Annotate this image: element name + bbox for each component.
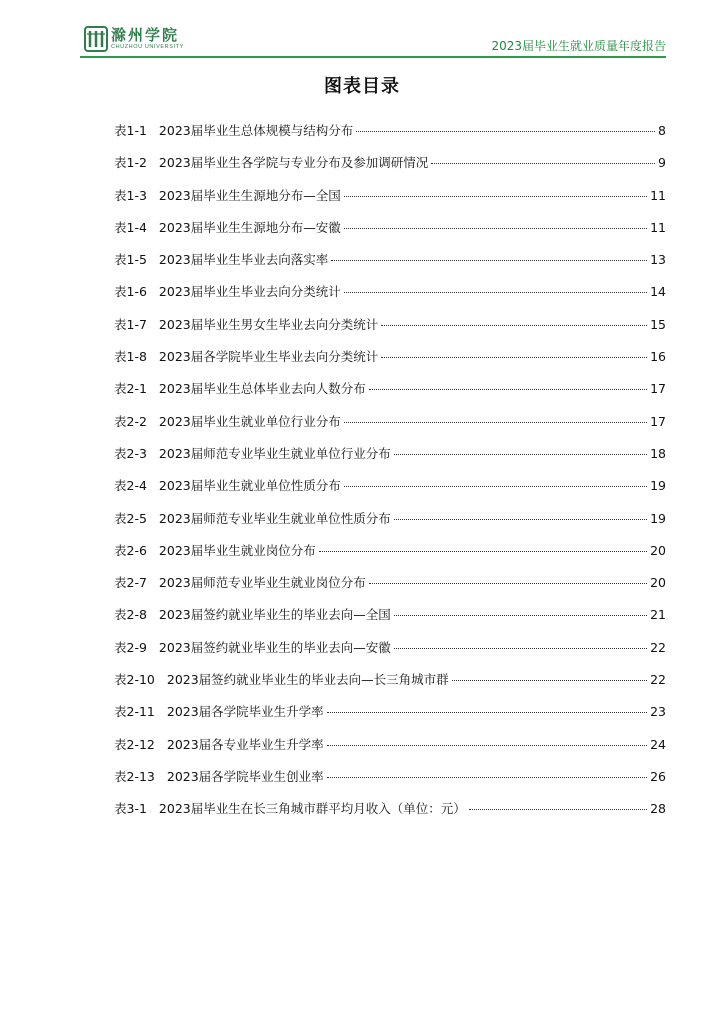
- toc-entry-title: 2023届签约就业毕业生的毕业去向—安徽: [158, 639, 391, 655]
- toc-page-number: 21: [650, 607, 666, 623]
- toc-entry-title: 2023届师范专业毕业生就业岗位分布: [158, 575, 366, 591]
- toc-entry-label: 表1-6: [114, 284, 147, 300]
- toc-entry[interactable]: [114, 702, 666, 734]
- toc-entry-label: 表2-3: [114, 445, 147, 461]
- toc-page-number: 16: [650, 349, 666, 365]
- toc-dot-leader: [344, 292, 647, 293]
- toc-entry-title: 2023届各学院毕业生升学率: [166, 704, 324, 720]
- toc-entry[interactable]: [114, 605, 666, 637]
- toc-entry-title: 2023届师范专业毕业生就业单位行业分布: [158, 445, 391, 461]
- toc-entry-label: 表2-6: [114, 542, 147, 558]
- toc-dot-leader: [319, 551, 647, 552]
- toc-page-number: 22: [650, 672, 666, 688]
- toc-entry-label: 表2-1: [114, 381, 147, 397]
- toc-dot-leader: [327, 777, 647, 778]
- toc-entry-title: 2023届毕业生就业单位行业分布: [158, 413, 341, 429]
- toc-entry-label: 表2-9: [114, 639, 147, 655]
- toc-entry-label: 表1-5: [114, 252, 147, 268]
- toc-page-number: 17: [650, 381, 666, 397]
- toc-entry[interactable]: [114, 573, 666, 605]
- toc-entry[interactable]: [114, 250, 666, 282]
- toc-dot-leader: [331, 260, 647, 261]
- toc-page-number: 11: [650, 219, 666, 235]
- toc-entry-label: 表1-7: [114, 316, 147, 332]
- toc-entry-title: 2023届毕业生在长三角城市群平均月收入（单位：元）: [158, 801, 466, 817]
- toc-page-number: 14: [650, 284, 666, 300]
- toc-entry[interactable]: [114, 476, 666, 508]
- toc-entry-label: 表2-4: [114, 478, 147, 494]
- toc-entry-title: 2023届签约就业毕业生的毕业去向—长三角城市群: [166, 672, 449, 688]
- toc-entry-label: 表1-2: [114, 155, 147, 171]
- toc-dot-leader: [327, 745, 647, 746]
- logo-english-name: CHUZHOU UNIVERSITY: [111, 43, 184, 50]
- toc-page-number: 8: [658, 123, 666, 138]
- logo-chinese-name: 滁州学院: [111, 25, 180, 44]
- toc-entry-label: 表1-4: [114, 219, 147, 235]
- toc-dot-leader: [394, 615, 647, 616]
- toc-page-number: 28: [650, 801, 666, 817]
- toc-entry-title: 2023届毕业生就业单位性质分布: [158, 478, 341, 494]
- toc-dot-leader: [344, 486, 647, 487]
- toc-entry[interactable]: [114, 282, 666, 314]
- toc-entry[interactable]: [114, 444, 666, 476]
- toc-dot-leader: [356, 131, 655, 132]
- toc-page-number: 26: [650, 768, 666, 784]
- toc-entry[interactable]: [114, 412, 666, 444]
- toc-page-number: 18: [650, 445, 666, 461]
- toc-entry[interactable]: [114, 509, 666, 541]
- toc-entry[interactable]: [114, 347, 666, 379]
- toc-entry-label: 表1-3: [114, 187, 147, 203]
- toc-entry-title: 2023届毕业生生源地分布—安徽: [158, 219, 341, 235]
- table-of-figures: [114, 121, 666, 832]
- toc-dot-leader: [394, 648, 647, 649]
- toc-page-number: 9: [658, 155, 666, 171]
- toc-entry-title: 2023届毕业生毕业去向分类统计: [158, 284, 341, 300]
- toc-page-number: 19: [650, 478, 666, 494]
- toc-entry[interactable]: [114, 541, 666, 573]
- toc-entry-title: 2023届毕业生男女生毕业去向分类统计: [158, 316, 379, 332]
- page-title: 图表目录: [324, 76, 400, 97]
- toc-entry[interactable]: [114, 186, 666, 218]
- toc-dot-leader: [431, 163, 655, 164]
- university-emblem-icon: [84, 26, 108, 52]
- toc-page-number: 22: [650, 639, 666, 655]
- toc-entry-label: 表1-8: [114, 349, 147, 365]
- toc-entry-label: 表2-8: [114, 607, 147, 623]
- toc-entry[interactable]: [114, 735, 666, 767]
- toc-entry-label: 表2-11: [114, 704, 155, 720]
- toc-page-number: 20: [650, 575, 666, 591]
- toc-page-number: 13: [650, 252, 666, 268]
- toc-dot-leader: [381, 325, 647, 326]
- toc-dot-leader: [344, 422, 647, 423]
- toc-entry-label: 表2-7: [114, 575, 147, 591]
- toc-page-number: 20: [650, 542, 666, 558]
- toc-dot-leader: [381, 357, 647, 358]
- toc-entry[interactable]: [114, 799, 666, 831]
- toc-entry-label: 表3-1: [114, 801, 147, 817]
- toc-entry-title: 2023届各学院毕业生毕业去向分类统计: [158, 349, 379, 365]
- page-header: [80, 22, 666, 58]
- toc-entry-label: 表2-2: [114, 413, 147, 429]
- toc-entry[interactable]: [114, 379, 666, 411]
- toc-dot-leader: [344, 228, 647, 229]
- toc-entry-title: 2023届各学院毕业生创业率: [166, 768, 324, 784]
- toc-page-number: 15: [650, 316, 666, 332]
- toc-entry[interactable]: [114, 315, 666, 347]
- toc-dot-leader: [369, 389, 647, 390]
- toc-entry[interactable]: [114, 121, 666, 153]
- toc-entry-title: 2023届签约就业毕业生的毕业去向—全国: [158, 607, 391, 623]
- toc-page-number: 17: [650, 413, 666, 429]
- toc-entry-title: 2023届毕业生毕业去向落实率: [158, 252, 329, 268]
- toc-entry[interactable]: [114, 670, 666, 702]
- toc-entry[interactable]: [114, 767, 666, 799]
- toc-dot-leader: [394, 519, 647, 520]
- toc-entry-label: 表2-5: [114, 510, 147, 526]
- toc-entry-label: 表1-1: [114, 123, 147, 138]
- toc-dot-leader: [369, 583, 647, 584]
- toc-entry-label: 表2-13: [114, 768, 155, 784]
- toc-entry-title: 2023届各专业毕业生升学率: [166, 736, 324, 752]
- toc-entry-title: 2023届毕业生总体毕业去向人数分布: [158, 381, 366, 397]
- toc-entry[interactable]: [114, 153, 666, 185]
- toc-dot-leader: [327, 712, 647, 713]
- toc-entry[interactable]: [114, 218, 666, 250]
- toc-dot-leader: [452, 680, 647, 681]
- toc-page-number: 11: [650, 187, 666, 203]
- toc-dot-leader: [469, 809, 647, 810]
- toc-entry-title: 2023届毕业生各学院与专业分布及参加调研情况: [158, 155, 429, 171]
- toc-entry[interactable]: [114, 638, 666, 670]
- toc-entry-label: 表2-12: [114, 736, 155, 752]
- report-title: 2023届毕业生就业质量年度报告: [491, 39, 666, 53]
- toc-entry-title: 2023届毕业生就业岗位分布: [158, 542, 316, 558]
- toc-entry-title: 2023届师范专业毕业生就业单位性质分布: [158, 510, 391, 526]
- toc-page-number: 23: [650, 704, 666, 720]
- header-divider: [80, 56, 666, 58]
- toc-entry-title: 2023届毕业生生源地分布—全国: [158, 187, 341, 203]
- toc-page-number: 19: [650, 510, 666, 526]
- toc-dot-leader: [344, 196, 647, 197]
- university-logo: [84, 24, 202, 54]
- toc-entry-label: 表2-10: [114, 672, 155, 688]
- toc-page-number: 24: [650, 736, 666, 752]
- toc-entry-title: 2023届毕业生总体规模与结构分布: [158, 123, 354, 138]
- toc-dot-leader: [394, 454, 647, 455]
